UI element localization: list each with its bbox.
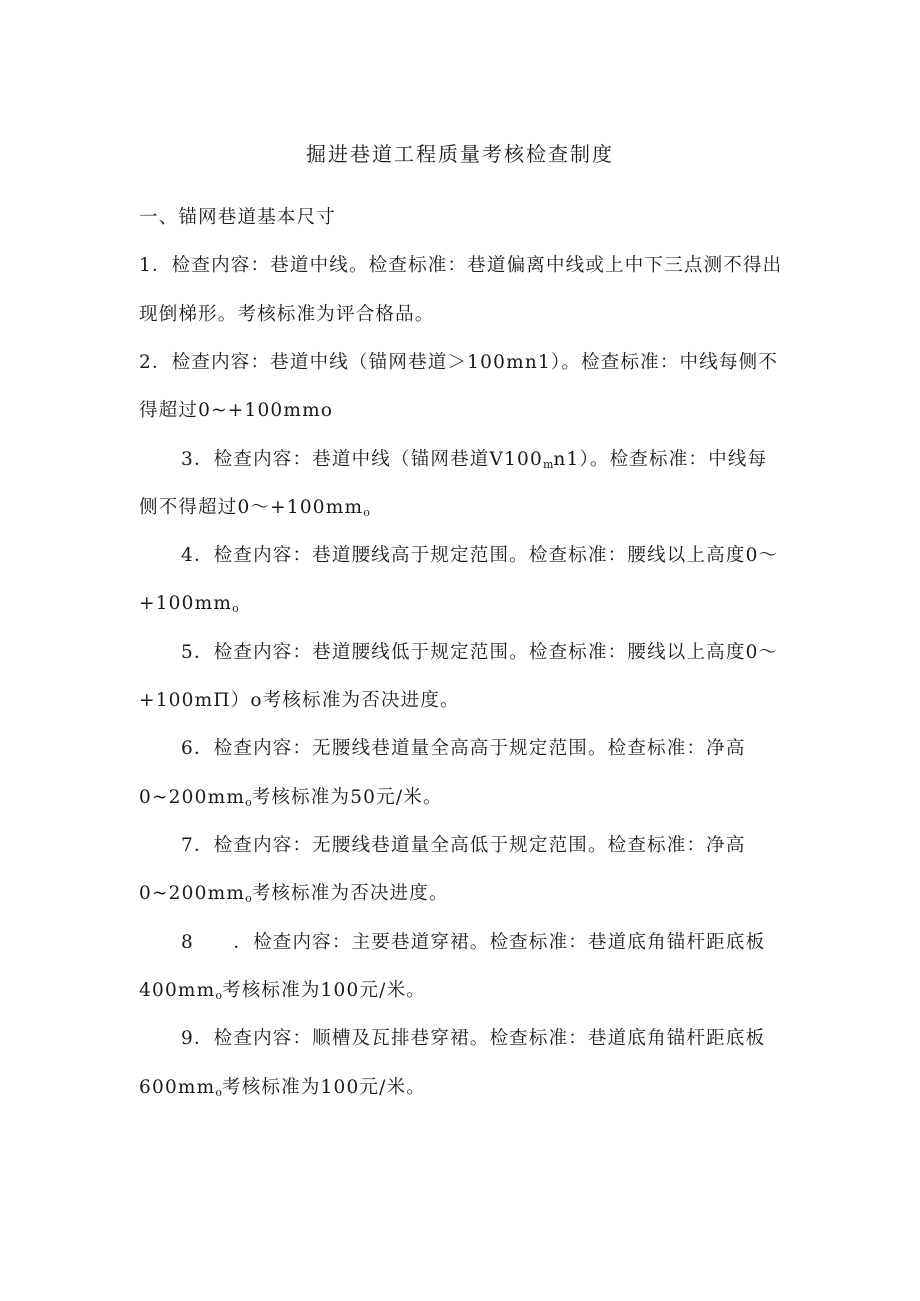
item-9-line-2-tail: 考核标准为100元/米。: [222, 1077, 426, 1098]
item-9-line-2-text: 600mm: [139, 1077, 216, 1098]
item-6-line-2: [139, 785, 443, 816]
item-4-line-1: 4．检查内容：巷道腰线高于规定范围。检查标准：腰线以上高度0～: [181, 545, 779, 566]
item-1-line-1: 1．检查内容：巷道中线。检查标准：巷道偏离中线或上中下三点测不得出: [139, 255, 783, 276]
item-5-line-2: +100mП）o考核标准为否决进度。: [139, 690, 460, 711]
item-6-line-2-tail: 考核标准为50元/米。: [251, 787, 443, 808]
item-8-line-1: 8 ．检查内容：主要巷道穿裙。检查标准：巷道底角锚杆距底板: [181, 932, 766, 953]
item-3-line-1-sub: m: [542, 458, 554, 471]
item-1-line-2: 现倒梯形。考核标准为评合格品。: [139, 304, 435, 325]
item-8-line-2-sub: o: [215, 989, 223, 1002]
item-7-line-2-tail: 考核标准为否决进度。: [251, 883, 449, 904]
item-6-line-1: 6．检查内容：无腰线巷道量全高高于规定范围。检查标准：净高: [181, 738, 746, 759]
item-7-line-2-sub: o: [245, 892, 252, 905]
item-9-line-2-sub: o: [215, 1086, 223, 1099]
item-7-line-2-text: 0~200mm: [139, 883, 246, 904]
item-8-line-2-text: 400mm: [139, 980, 216, 1001]
item-3-line-1: [181, 447, 767, 478]
item-9-line-2: [139, 1075, 426, 1106]
item-3-line-2: [139, 495, 370, 526]
item-6-line-2-text: 0~200mm: [139, 787, 246, 808]
item-7-line-2: [139, 881, 449, 912]
section-heading: 一、锚网巷道基本尺寸: [139, 207, 337, 228]
item-4-line-2-sub: o: [232, 602, 239, 615]
item-6-line-2-sub: o: [245, 796, 252, 809]
item-2-line-1: 2．检查内容：巷道中线（锚网巷道＞100mn1）。检查标准：中线每侧不: [139, 352, 779, 373]
item-2-line-2: 得超过0~+100mmo: [139, 400, 334, 421]
document-title: 掘进巷道工程质量考核检查制度: [306, 142, 614, 166]
item-4-line-2: [139, 591, 239, 622]
item-3-line-2-text: 侧不得超过0～+100mm: [139, 497, 364, 518]
item-3-line-1-tail: n1）。检查标准：中线每: [553, 449, 768, 470]
item-5-line-1: 5．检查内容：巷道腰线低于规定范围。检查标准：腰线以上高度0～: [181, 642, 779, 663]
item-8-line-2-tail: 考核标准为100元/米。: [222, 980, 426, 1001]
item-8-line-2: [139, 978, 426, 1009]
item-3-line-2-sub: o: [363, 506, 370, 519]
item-3-line-1-text: 3．检查内容：巷道中线（锚网巷道V100: [181, 449, 543, 470]
item-4-line-2-text: +100mm: [139, 593, 233, 614]
item-7-line-1: 7．检查内容：无腰线巷道量全高低于规定范围。检查标准：净高: [181, 835, 746, 856]
item-9-line-1: 9．检查内容：顺槽及瓦排巷穿裙。检查标准：巷道底角锚杆距底板: [181, 1028, 766, 1049]
